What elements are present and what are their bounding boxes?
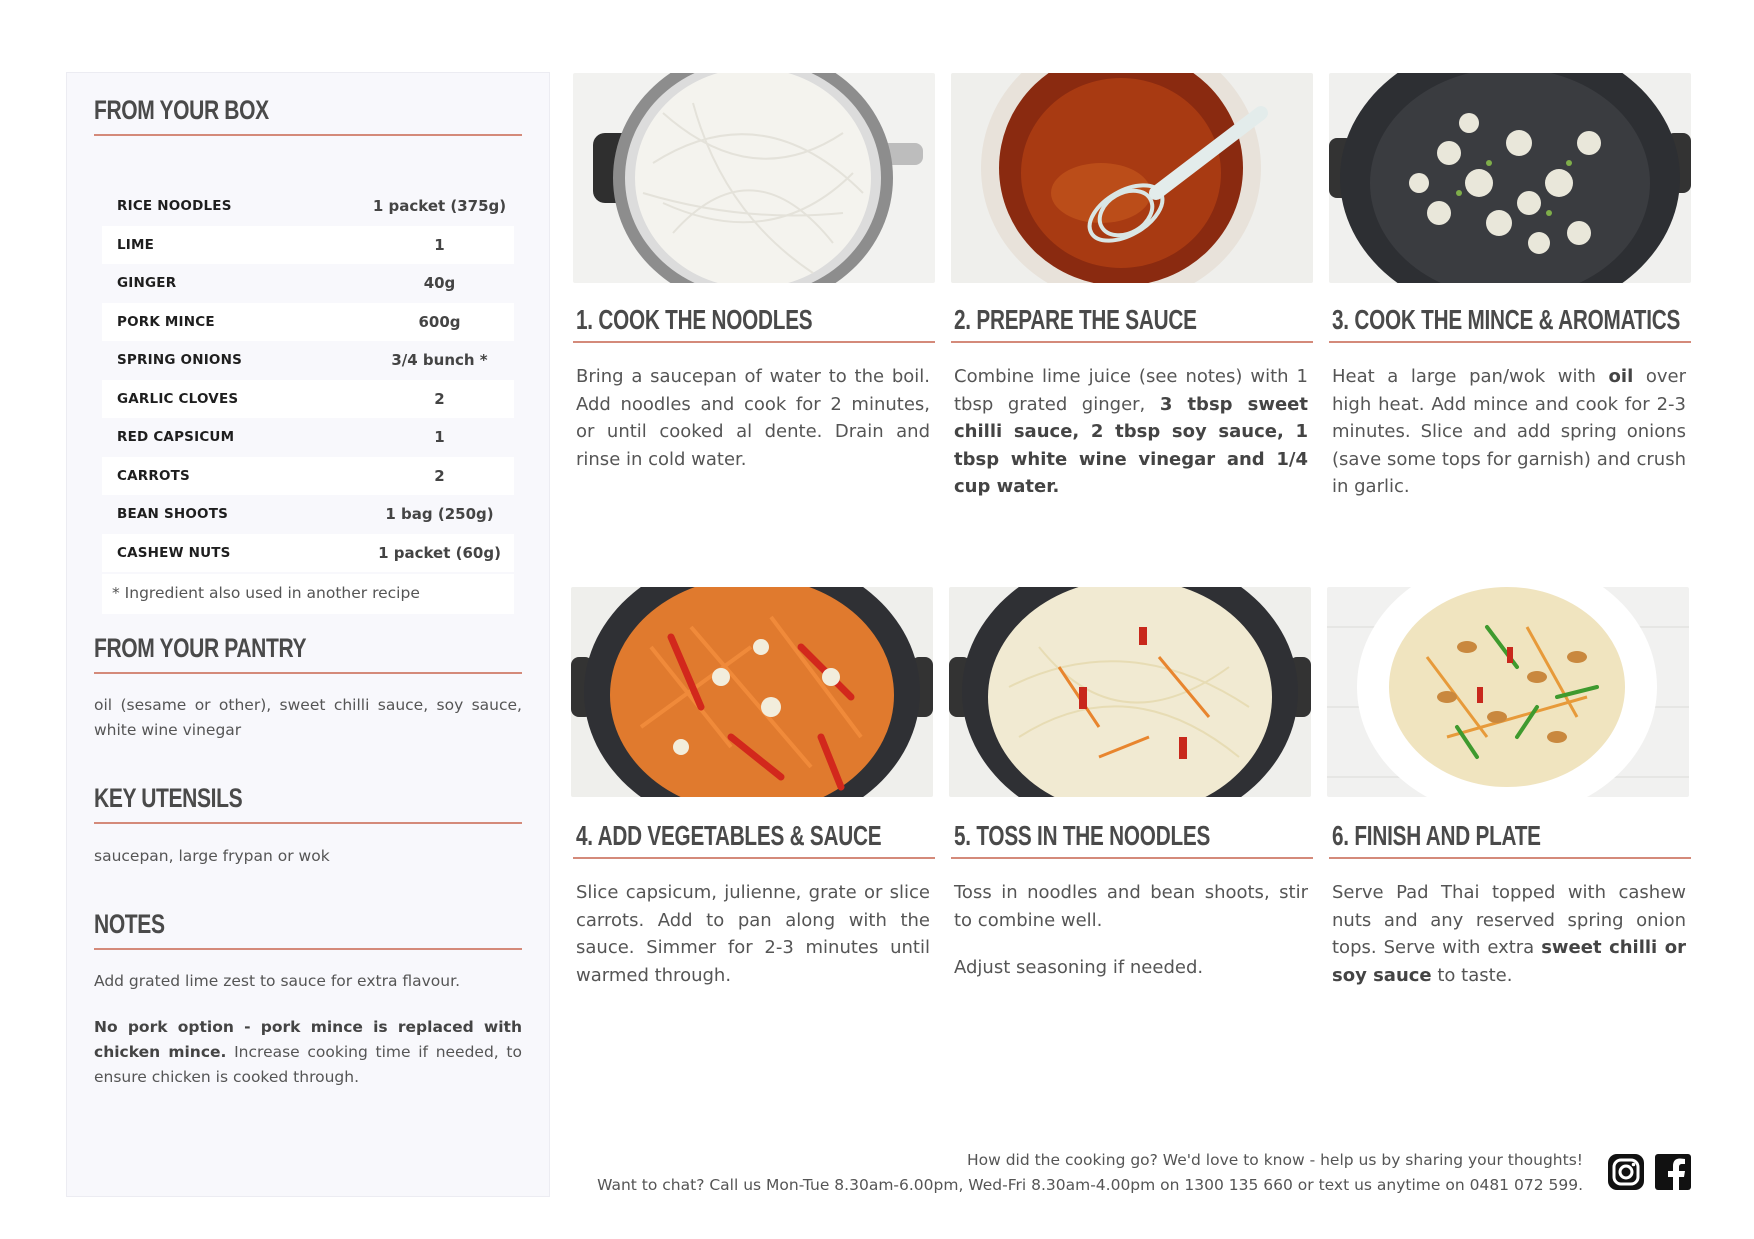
ingredient-row bbox=[102, 187, 514, 226]
ingredient-qty: 1 packet (60g) bbox=[378, 543, 501, 562]
ingredient-row bbox=[102, 264, 514, 303]
step-3-title: 3. COOK THE MINCE & AROMATICS bbox=[1332, 304, 1681, 335]
step-6-body bbox=[1332, 879, 1686, 989]
step-rule bbox=[573, 857, 935, 859]
facebook-icon[interactable] bbox=[1654, 1153, 1692, 1191]
step-2-body bbox=[954, 363, 1308, 501]
ingredient-row bbox=[102, 457, 514, 496]
from-your-box-heading: FROM YOUR BOX bbox=[94, 95, 269, 125]
ingredient-row bbox=[102, 341, 514, 380]
step-6-text-c: to taste. bbox=[1431, 964, 1513, 986]
ingredient-name: BEAN SHOOTS bbox=[117, 506, 229, 523]
ingredient-qty: 2 bbox=[434, 466, 445, 485]
ingredient-row bbox=[102, 226, 514, 265]
ingredients-table bbox=[102, 187, 514, 572]
step-3-body bbox=[1332, 363, 1686, 501]
step-rule bbox=[951, 857, 1313, 859]
step-6-title: 6. FINISH AND PLATE bbox=[1332, 820, 1541, 851]
step-5-text-a: Toss in noodles and bean shoots, stir to combine well. bbox=[954, 882, 1308, 931]
key-utensils-heading: KEY UTENSILS bbox=[94, 783, 243, 813]
step-1-title: 1. COOK THE NOODLES bbox=[576, 304, 813, 335]
step-6-text-a: Serve Pad Thai topped with cashew nuts and any reserved spring onion tops. Serve with extra bbox=[1332, 882, 1686, 958]
step-rule bbox=[951, 341, 1313, 343]
heading-rule bbox=[94, 948, 522, 950]
step-2-bold: 3 tbsp sweet chilli sauce, 2 tbsp soy sauce, 1 tbsp white wine vinegar and 1/4 cup water. bbox=[954, 393, 1308, 497]
step-4-body: Slice capsicum, julienne, grate or slice carrots. Add to pan along with the sauce. Simmer for 2-3 minutes until warmed through. bbox=[576, 882, 930, 986]
ingredient-name: GARLIC CLOVES bbox=[117, 390, 239, 407]
photo-noodles-tossed-in-wok bbox=[949, 587, 1311, 797]
notes-bold: No pork option - pork mince is replaced with chicken mince. bbox=[94, 1018, 522, 1061]
photo-pad-thai-plated bbox=[1327, 587, 1689, 797]
ingredient-qty: 600g bbox=[418, 312, 461, 331]
notes-no-pork-option bbox=[94, 1015, 522, 1090]
step-2-title: 2. PREPARE THE SAUCE bbox=[954, 304, 1197, 335]
ingredient-name: RICE NOODLES bbox=[117, 198, 232, 215]
ingredient-qty: 1 bbox=[434, 235, 445, 254]
heading-rule bbox=[94, 672, 522, 674]
footer bbox=[597, 1148, 1583, 1198]
step-2-text: Combine lime juice (see notes) with 1 tbsp grated ginger, bbox=[954, 366, 1308, 415]
heading-rule bbox=[94, 134, 522, 136]
step-3-text-a: Heat a large pan/wok with bbox=[1332, 366, 1609, 387]
ingredient-qty: 1 bbox=[434, 428, 445, 447]
notes-text-2: Increase cooking time if needed, to ensure chicken is cooked through. bbox=[94, 1043, 522, 1086]
ingredient-row bbox=[102, 418, 514, 457]
step-rule bbox=[573, 341, 935, 343]
step-1-body: Bring a saucepan of water to the boil. Add noodles and cook for 2 minutes, or until cooked al dente. Drain and rinse in cold water. bbox=[576, 366, 930, 470]
ingredient-name: SPRING ONIONS bbox=[117, 352, 243, 369]
photo-sauce-bowl-with-whisk bbox=[951, 73, 1313, 283]
notes-text: Add grated lime zest to sauce for extra flavour. bbox=[94, 972, 460, 990]
photo-noodles-in-saucepan bbox=[573, 73, 935, 283]
ingredient-row bbox=[102, 380, 514, 419]
step-3-text-c: over high heat. Add mince and cook for 2-3 minutes. Slice and add spring onions (save some tops for garnish) and crush in garlic. bbox=[1332, 366, 1686, 497]
ingredient-name: PORK MINCE bbox=[117, 313, 215, 330]
step-5-title: 5. TOSS IN THE NOODLES bbox=[954, 820, 1211, 851]
ingredient-name: LIME bbox=[117, 236, 155, 253]
ingredient-qty: 40g bbox=[423, 274, 456, 293]
photo-vegetables-in-wok bbox=[571, 587, 933, 797]
heading-rule bbox=[94, 822, 522, 824]
step-3-bold: oil bbox=[1608, 366, 1634, 387]
ingredient-row bbox=[102, 303, 514, 342]
ingredient-name: RED CAPSICUM bbox=[117, 429, 235, 446]
step-rule bbox=[1329, 857, 1691, 859]
ingredient-row bbox=[102, 495, 514, 534]
ingredient-qty: 3/4 bunch * bbox=[391, 351, 488, 370]
photo-mince-in-wok bbox=[1329, 73, 1691, 283]
utensils-text: saucepan, large frypan or wok bbox=[94, 847, 330, 865]
footer-feedback-line: How did the cooking go? We'd love to know - help us by sharing your thoughts! bbox=[966, 1151, 1583, 1169]
step-5-text-b: Adjust seasoning if needed. bbox=[954, 957, 1204, 978]
step-4-title: 4. ADD VEGETABLES & SAUCE bbox=[576, 820, 882, 851]
from-your-pantry-heading: FROM YOUR PANTRY bbox=[94, 633, 307, 663]
ingredient-footnote: * Ingredient also used in another recipe bbox=[102, 574, 514, 614]
step-6-bold: sweet chilli or soy sauce bbox=[1332, 937, 1686, 986]
ingredient-qty: 1 bag (250g) bbox=[385, 505, 494, 524]
step-rule bbox=[1329, 341, 1691, 343]
ingredient-name: CASHEW NUTS bbox=[117, 544, 231, 561]
ingredient-row bbox=[102, 534, 514, 573]
ingredient-qty: 2 bbox=[434, 389, 445, 408]
step-5-body bbox=[954, 879, 1308, 982]
pantry-text: oil (sesame or other), sweet chilli sauce, soy sauce, white wine vinegar bbox=[94, 696, 522, 739]
footer-contact-line: Want to chat? Call us Mon-Tue 8.30am-6.00pm, Wed-Fri 8.30am-4.00pm on 1300 135 660 or text us anytime on 0481 072 599. bbox=[597, 1176, 1583, 1194]
sidebar bbox=[66, 72, 550, 1197]
notes-heading: NOTES bbox=[94, 909, 165, 939]
ingredient-qty: 1 packet (375g) bbox=[372, 197, 507, 216]
instagram-icon[interactable] bbox=[1607, 1153, 1645, 1191]
ingredient-name: CARROTS bbox=[117, 467, 190, 484]
ingredient-name: GINGER bbox=[117, 275, 177, 292]
